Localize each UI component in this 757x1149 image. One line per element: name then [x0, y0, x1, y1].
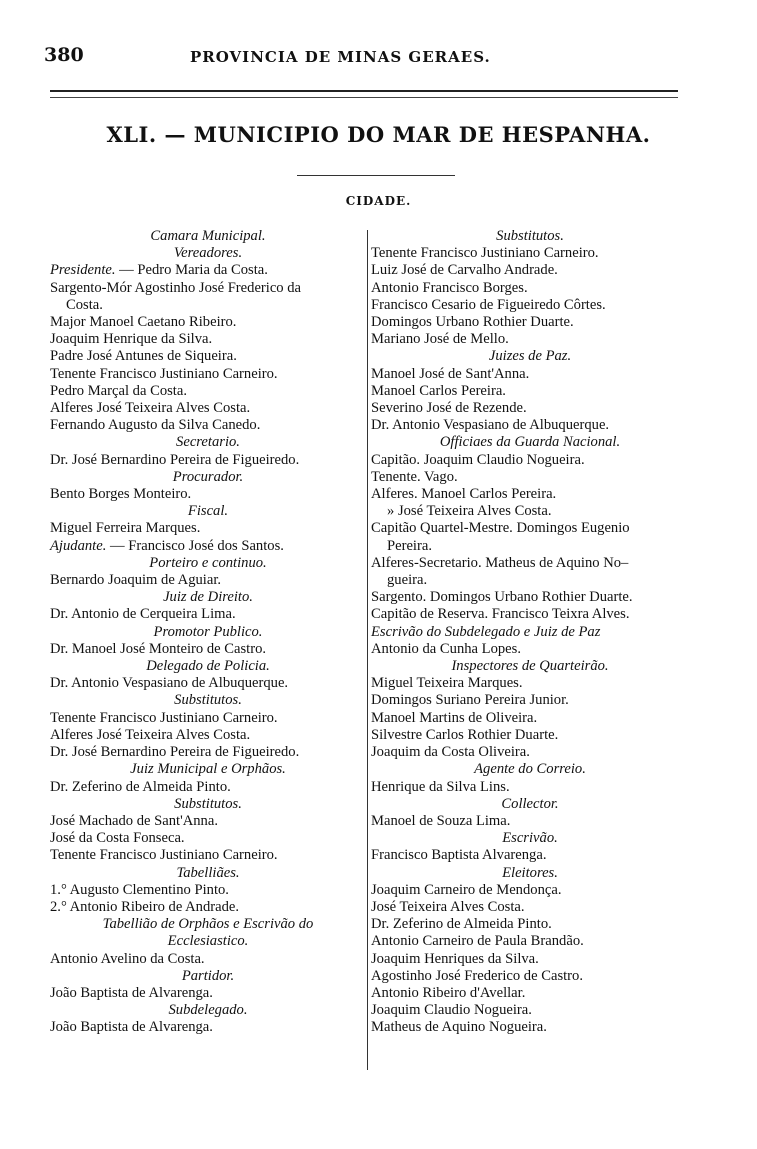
page-number: 380 [44, 44, 84, 66]
list-entry: Francisco Cesario de Figueiredo Côrtes. [371, 296, 606, 313]
list-entry: Alferes. Manoel Carlos Pereira. [371, 486, 557, 503]
list-entry: Luiz José de Carvalho Andrade. [371, 262, 558, 279]
list-entry: Mariano José de Mello. [371, 331, 509, 348]
section-heading: Vereadores. [173, 245, 243, 262]
list-entry: Domingos Urbano Rothier Duarte. [371, 314, 574, 331]
section-heading: Secretario. [176, 434, 240, 451]
list-entry: 1.° Augusto Clementino Pinto. [50, 881, 229, 898]
section-heading: Delegado de Policia. [146, 658, 270, 675]
section-heading: Subdelegado. [168, 1002, 248, 1019]
list-entry: Antonio Francisco Borges. [371, 279, 528, 296]
list-entry: Joaquim Carneiro de Mendonça. [371, 881, 562, 898]
list-entry: Tenente Francisco Justiniano Carneiro. [50, 365, 278, 382]
section-heading: Ecclesiastico. [167, 933, 249, 950]
list-entry: Joaquim Henriques da Silva. [371, 950, 539, 967]
section-heading: Substitutos. [174, 692, 242, 709]
list-entry: João Baptista de Alvarenga. [50, 984, 213, 1001]
list-entry: Alferes José Teixeira Alves Costa. [50, 726, 251, 743]
list-entry: Tenente Francisco Justiniano Carneiro. [50, 709, 278, 726]
list-entry [50, 538, 366, 555]
section-heading: Juiz Municipal e Orphãos. [130, 761, 286, 778]
section-heading: Inspectores de Quarteirão. [451, 658, 609, 675]
list-entry: Dr. Zeferino de Almeida Pinto. [50, 778, 231, 795]
list-entry: Dr. Antonio Vespasiano de Albuquerque. [50, 675, 289, 692]
list-entry: Domingos Suriano Pereira Junior. [371, 692, 569, 709]
list-entry [50, 262, 366, 279]
list-entry: Francisco Baptista Alvarenga. [371, 847, 547, 864]
list-entry: Tenente. Vago. [371, 468, 458, 485]
section-heading: Substitutos. [174, 795, 242, 812]
list-entry: Capitão Quartel-Mestre. Domingos Eugenio [371, 520, 630, 537]
list-entry: Antonio Carneiro de Paula Brandão. [371, 933, 584, 950]
list-entry: Alferes-Secretario. Matheus de Aquino No– [371, 554, 629, 571]
list-entry: Padre José Antunes de Siqueira. [50, 348, 237, 365]
list-entry: Pereira. [387, 537, 432, 554]
section-heading: Procurador. [172, 468, 244, 485]
list-entry: Bento Borges Monteiro. [50, 486, 192, 503]
list-entry: Tenente Francisco Justiniano Carneiro. [371, 245, 599, 262]
entry-text: — Francisco José dos Santos. [106, 537, 284, 554]
running-title: PROVINCIA DE MINAS GERAES. [190, 48, 491, 66]
list-entry: Joaquim da Costa Oliveira. [371, 744, 530, 761]
section-heading: Juiz de Direito. [163, 589, 253, 606]
list-entry: Alferes José Teixeira Alves Costa. [50, 400, 251, 417]
list-entry: João Baptista de Alvarenga. [50, 1019, 213, 1036]
list-entry: Tenente Francisco Justiniano Carneiro. [50, 847, 278, 864]
list-entry: Dr. José Bernardino Pereira de Figueiredo. [50, 744, 300, 761]
list-entry: Capitão. Joaquim Claudio Nogueira. [371, 451, 585, 468]
list-entry: Fernando Augusto da Silva Canedo. [50, 417, 261, 434]
section-heading: Camara Municipal. [150, 228, 266, 244]
list-entry: Manoel Carlos Pereira. [371, 382, 506, 399]
list-entry: Manoel de Souza Lima. [371, 812, 511, 829]
header-rule-thin [50, 97, 678, 98]
list-entry: Bernardo Joaquim de Aguiar. [50, 572, 222, 589]
list-entry: José da Costa Fonseca. [50, 830, 185, 847]
section-heading: Juizes de Paz. [488, 348, 572, 365]
list-entry: Dr. Antonio de Cerqueira Lima. [50, 606, 236, 623]
left-column [50, 228, 366, 1037]
section-heading: Agente do Correio. [474, 761, 586, 778]
list-entry: Matheus de Aquino Nogueira. [371, 1019, 547, 1036]
header-rule [50, 90, 678, 92]
list-entry: Joaquim Claudio Nogueira. [371, 1002, 532, 1019]
section-heading: Promotor Publico. [153, 623, 263, 640]
list-entry: Sargento-Mór Agostinho José Frederico da [50, 279, 302, 296]
list-entry: Dr. José Bernardino Pereira de Figueiredo. [50, 451, 300, 468]
list-entry: Antonio Ribeiro d'Avellar. [371, 984, 526, 1001]
list-entry: Antonio Avelino da Costa. [50, 950, 205, 967]
list-entry: 2.° Antonio Ribeiro de Andrade. [50, 898, 240, 915]
list-entry: Major Manoel Caetano Ribeiro. [50, 314, 237, 331]
entry-label: Ajudante. [50, 537, 107, 554]
list-entry: Escrivão do Subdelegado e Juiz de Paz [371, 623, 601, 640]
title-divider [297, 175, 455, 176]
column-divider [367, 230, 368, 1070]
list-entry: Dr. Zeferino de Almeida Pinto. [371, 916, 552, 933]
entry-text: — Pedro Maria da Costa. [115, 262, 268, 279]
list-entry: Costa. [66, 296, 103, 313]
list-entry: Manoel José de Sant'Anna. [371, 365, 530, 382]
list-entry: José Teixeira Alves Costa. [371, 898, 525, 915]
section-title: XLI. — MUNICIPIO DO MAR DE HESPANHA. [106, 122, 651, 147]
list-entry: Capitão de Reserva. Francisco Teixra Alves. [371, 606, 630, 623]
section-heading: Officiaes da Guarda Nacional. [439, 434, 621, 451]
section-heading: Fiscal. [187, 503, 229, 520]
section-heading: Tabelliães. [176, 864, 240, 881]
list-entry: » José Teixeira Alves Costa. [387, 503, 552, 520]
list-entry: Silvestre Carlos Rothier Duarte. [371, 726, 559, 743]
list-entry: Dr. Manoel José Monteiro de Castro. [50, 640, 267, 657]
list-entry: Agostinho José Frederico de Castro. [371, 967, 583, 984]
section-heading: Tabellião de Orphãos e Escrivão do [102, 916, 314, 933]
list-entry: Miguel Teixeira Marques. [371, 675, 523, 692]
list-entry: Dr. Antonio Vespasiano de Albuquerque. [371, 417, 610, 434]
section-heading: Partidor. [181, 967, 235, 984]
list-entry: José Machado de Sant'Anna. [50, 812, 218, 829]
section-subtitle: CIDADE. [345, 194, 412, 208]
section-heading: Collector. [501, 795, 559, 812]
list-entry: Manoel Martins de Oliveira. [371, 709, 538, 726]
list-entry: Antonio da Cunha Lopes. [371, 640, 521, 657]
section-heading: Escrivão. [502, 830, 558, 847]
right-column [371, 228, 689, 1037]
list-entry: Joaquim Henrique da Silva. [50, 331, 213, 348]
list-entry: Pedro Marçal da Costa. [50, 382, 187, 399]
list-entry: gueira. [387, 572, 428, 589]
section-heading: Substitutos. [496, 228, 564, 244]
list-entry: Sargento. Domingos Urbano Rothier Duarte. [371, 589, 633, 606]
list-entry: Henrique da Silva Lins. [371, 778, 510, 795]
list-entry: Miguel Ferreira Marques. [50, 520, 201, 537]
section-heading: Eleitores. [502, 864, 558, 881]
section-heading: Porteiro e continuo. [149, 554, 267, 571]
entry-label: Presidente. [50, 262, 116, 279]
list-entry: Severino José de Rezende. [371, 400, 527, 417]
